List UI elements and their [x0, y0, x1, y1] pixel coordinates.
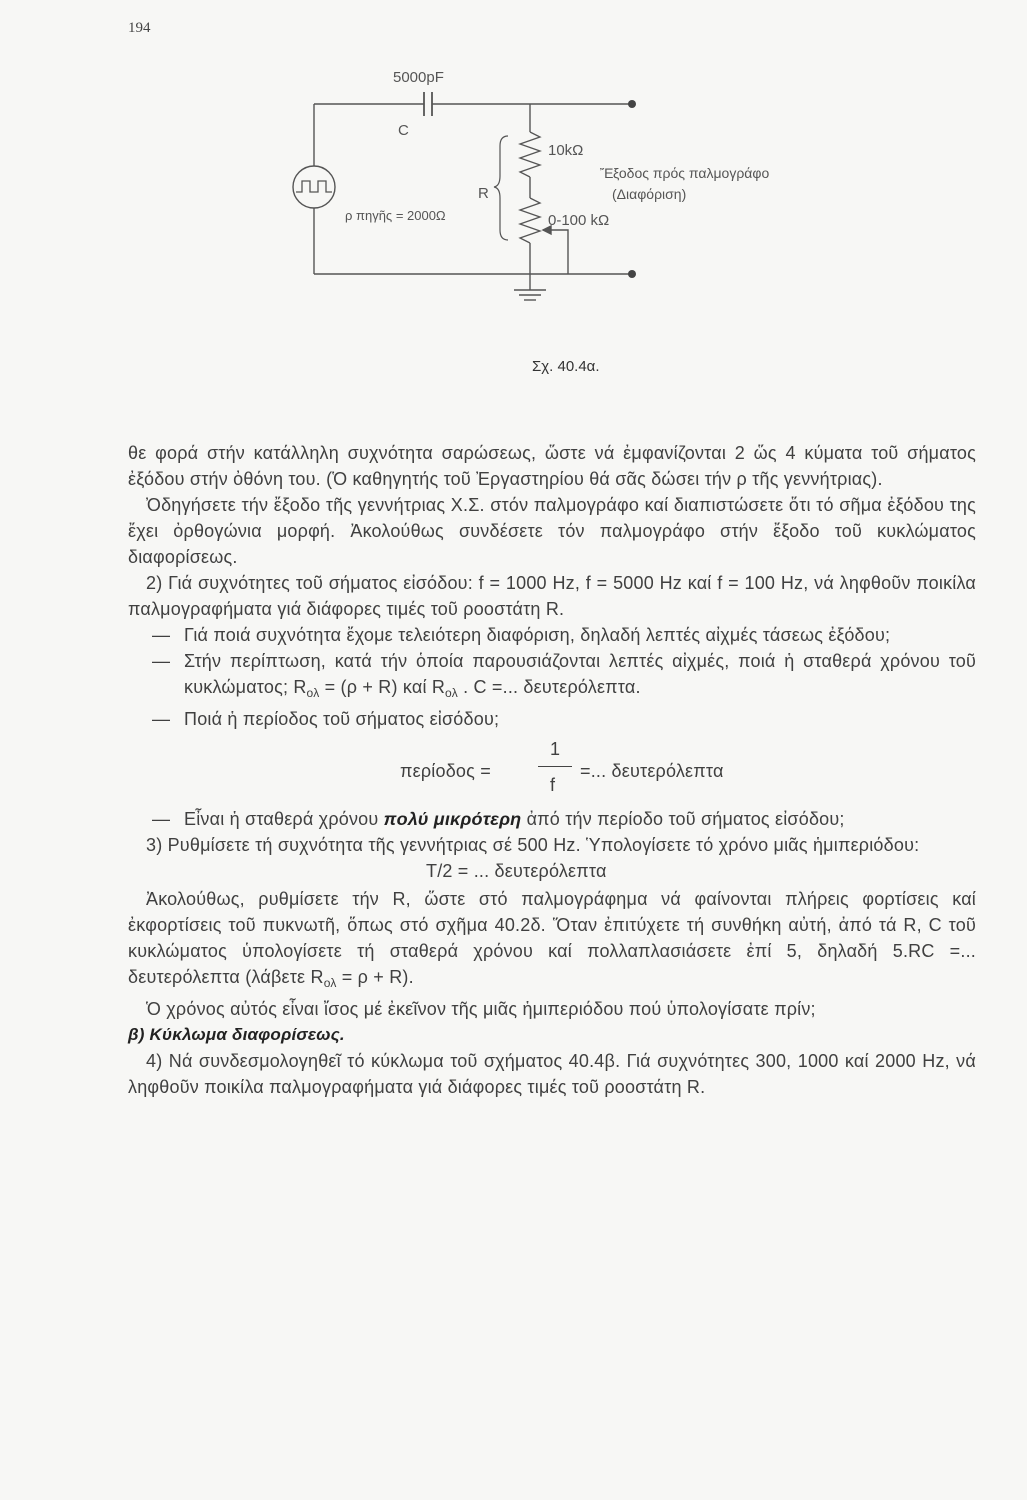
formula-numerator: 1	[550, 739, 561, 759]
question-2-text-c: . C =... δευτερόλεπτα.	[457, 677, 641, 697]
paragraph-5-text-b: = ρ + R).	[336, 967, 414, 987]
half-period-text: T/2 = ... δευτερόλεπτα	[426, 861, 607, 881]
formula-right: =... δευτερόλεπτα	[580, 761, 724, 781]
formula-left: περίοδος =	[400, 761, 491, 781]
page-number: 194	[128, 20, 151, 36]
body-text	[128, 440, 976, 1100]
dash-marker: —	[152, 651, 171, 671]
resistor-label: R	[478, 185, 489, 202]
dash-marker: —	[152, 625, 171, 645]
paragraph-4: 3) Ρυθμίσετε τή συχνότητα τῆς γεννήτριας σέ 500 Hz. Ὑπολογίσετε τό χρόνο μιᾶς ἡμιπεριόδου:	[146, 835, 920, 855]
output-terminal-bottom	[628, 270, 636, 278]
output-label-line1: Ἔξοδος πρός παλμογράφο	[600, 165, 770, 181]
subscript: ολ	[445, 686, 458, 700]
output-terminal-top	[628, 100, 636, 108]
brace	[494, 136, 508, 240]
dash-marker: —	[152, 809, 171, 829]
question-2-text-a: Στήν περίπτωση, κατά τήν ὁποία παρουσιάζονται λεπτές αἰχμές, ποιά ἡ σταθερά χρόνου τοῦ κυκλώματος; R	[184, 651, 976, 697]
formula-denominator: f	[550, 775, 556, 795]
variable-resistor-value: 0-100 kΩ	[548, 212, 610, 229]
fixed-resistor-zigzag	[520, 132, 540, 177]
question-4-text-a: Εἶναι ἡ σταθερά χρόνου	[184, 809, 384, 829]
figure-caption: Σχ. 40.4α.	[532, 358, 600, 375]
half-period-formula	[128, 858, 976, 886]
paragraph-5	[128, 886, 976, 996]
section-title: β) Κύκλωμα διαφορίσεως.	[128, 1025, 345, 1044]
capacitor-label: C	[398, 122, 409, 139]
question-1	[128, 622, 976, 648]
question-2	[128, 648, 976, 706]
circuit-diagram	[0, 0, 1027, 340]
paragraph-1: θε φορά στήν κατάλληλη συχνότητα σαρώσεως, ὥστε νά ἐμφανίζονται 2 ὥς 4 κύματα τοῦ σήματος ἐξόδου στήν ὀθόνη του. (Ὁ καθηγητής τοῦ Ἐργαστηρίου θά σᾶς δώσει τήν ρ τῆς γεννήτριας).	[128, 443, 976, 489]
fraction-bar	[538, 766, 572, 767]
emphasis-text: πολύ μικρότερη	[383, 809, 522, 829]
dash-marker: —	[152, 709, 171, 729]
question-2-text-b: = (ρ + R) καί R	[319, 677, 446, 697]
output-label-line2: (Διαφόριση)	[612, 186, 687, 202]
subscript: ολ	[323, 976, 337, 990]
variable-resistor-zigzag	[520, 198, 540, 243]
question-4-text-b: ἀπό τήν περίοδο τοῦ σήματος εἰσόδου;	[521, 809, 845, 829]
paragraph-6: Ὁ χρόνος αὐτός εἶναι ἴσος μέ ἐκεῖνον τῆς μιᾶς ἡμιπεριόδου πού ὑπολογίσατε πρίν;	[146, 999, 816, 1019]
paragraph-2: Ὀδηγήσετε τήν ἔξοδο τῆς γεννήτριας Χ.Σ. στόν παλμογράφο καί διαπιστώσετε ὅτι τό σῆμα ἐξόδου της ἔχει ὀρθογώνια μορφή. Ἀκολούθως συνδέσετε τόν παλμογράφο στήν ἔξοδο τοῦ κυκλώματος διαφορίσεως.	[128, 495, 976, 567]
paragraph-7: 4) Νά συνδεσμολογηθεῖ τό κύκλωμα τοῦ σχήματος 40.4β. Γιά συχνότητες 300, 1000 καί 2000 Hz, νά ληφθοῦν ποικίλα παλμογραφήματα γιά διάφορες τιμές τοῦ ροοστάτη R.	[128, 1051, 976, 1097]
fixed-resistor-value: 10kΩ	[548, 142, 584, 159]
subscript: ολ	[306, 686, 320, 700]
signal-source-circle	[293, 166, 335, 208]
square-wave-symbol	[296, 181, 332, 192]
period-formula	[128, 738, 976, 802]
question-1-text: Γιά ποιά συχνότητα ἔχομε τελειότερη διαφόριση, δηλαδή λεπτές αἰχμές τάσεως ἐξόδου;	[184, 625, 891, 645]
paragraph-3: 2) Γιά συχνότητες τοῦ σήματος εἰσόδου: f = 1000 Hz, f = 5000 Hz καί f = 100 Hz, νά ληφθοῦν ποικίλα παλμογραφήματα γιά διάφορες τιμές τοῦ ροοστάτη R.	[128, 573, 976, 619]
question-3	[128, 706, 976, 732]
source-resistance: ρ πηγῆς = 2000Ω	[345, 208, 446, 223]
question-3-text: Ποιά ἡ περίοδος τοῦ σήματος εἰσόδου;	[184, 709, 500, 729]
capacitor-value: 5000pF	[393, 69, 444, 86]
paragraph-5-text-a: Ἀκολούθως, ρυθμίσετε τήν R, ὥστε στό παλμογράφημα νά φαίνονται πλήρεις φορτίσεις καί ἐκφορτίσεις τοῦ πυκνωτῆ, ὅπως στό σχῆμα 40.2δ. Ὅταν ἐπιτύχετε τή συνθήκη αὐτή, ἀπό τά R, C τοῦ κυκλώματος ὑπολογίσετε τή σταθερά χρόνου καί πολλαπλασιάσετε ἐπί 5, δηλαδή 5.RC =... δευτερόλεπτα (λάβετε R	[128, 889, 976, 987]
wiper-wire	[543, 230, 568, 274]
question-4	[128, 806, 976, 832]
